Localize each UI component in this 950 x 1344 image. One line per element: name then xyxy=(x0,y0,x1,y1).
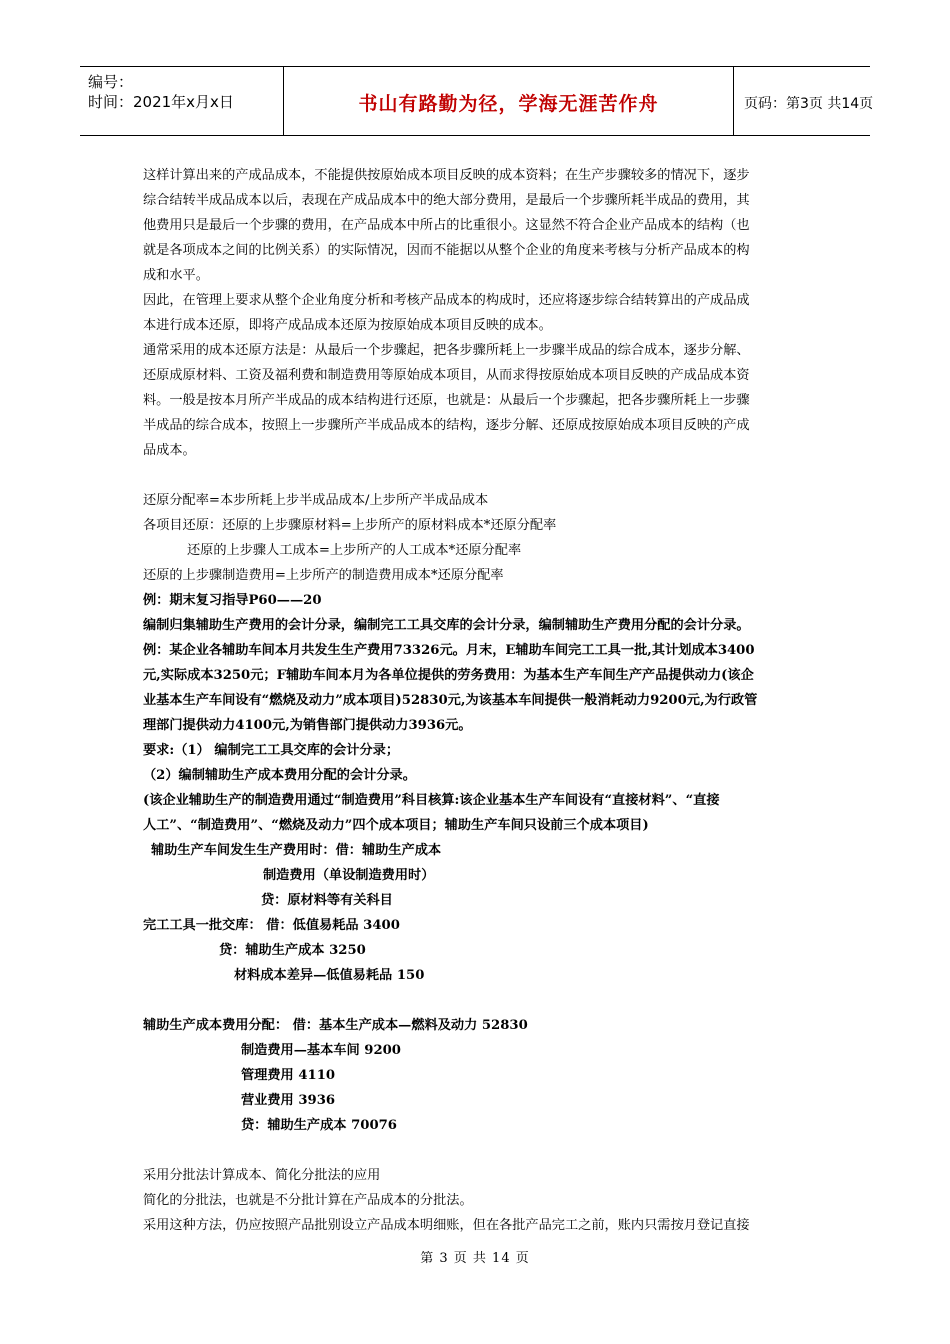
page-header xyxy=(80,66,874,136)
header-motto: 书山有路勤为径，学海无涯苦作舟 xyxy=(358,93,659,115)
journal-entry: 制造费用—基本车间 9200 xyxy=(241,1043,401,1058)
text-line: 料。一般是按本月所产半成品的成本结构进行还原，也就是：从最后一个步骤起，把各步骤所耗上一步骤 xyxy=(143,393,750,408)
journal-entry: 制造费用（单设制造费用时） xyxy=(263,868,435,883)
header-motto-cell xyxy=(284,67,734,135)
text-line: 他费用只是最后一个步骤的费用，在产品成本中所占的比重很小。这显然不符合企业产品成本的结构（也 xyxy=(143,218,750,233)
text-line: 还原成原材料、工资及福利费和制造费用等原始成本项目，从而求得按原始成本项目反映的产成品成本资 xyxy=(143,368,750,383)
formula-line: 各项目还原：还原的上步骤原材料=上步所产的原材料成本*还原分配率 xyxy=(143,518,557,533)
text-line: 就是各项成本之间的比例关系）的实际情况，因而不能据以从整个企业的角度来考核与分析产品成本的构 xyxy=(143,243,750,258)
journal-entry: 贷：辅助生产成本 3250 xyxy=(219,943,366,958)
header-page-cell xyxy=(734,67,874,135)
page-footer: 第 3 页 共 14 页 xyxy=(420,1251,530,1266)
text-line: 理部门提供动力4100元,为销售部门提供动力3936元。 xyxy=(143,718,472,733)
journal-entry: 辅助生产成本费用分配： 借：基本生产成本—燃料及动力 52830 xyxy=(143,1018,528,1033)
formula-line: 还原分配率=本步所耗上步半成品成本/上步所产半成品成本 xyxy=(143,493,489,508)
journal-entry: 营业费用 3936 xyxy=(241,1093,336,1108)
journal-entry: 贷：原材料等有关科目 xyxy=(261,893,393,908)
journal-entry: 材料成本差异—低值易耗品 150 xyxy=(234,968,425,983)
text-line: 半成品的综合成本，按照上一步骤所产半成品成本的结构，逐步分解、还原成按原始成本项目反映的产成 xyxy=(143,418,750,433)
example-reference: 例：期末复习指导P60——20 xyxy=(143,593,322,608)
section-heading: 采用分批法计算成本、简化分批法的应用 xyxy=(143,1168,381,1183)
text-line: 例：某企业各辅助车间本月共发生生产费用73326元。月末，E辅助车间完工工具一批,其计划成本3400 xyxy=(143,643,755,658)
journal-entry: 辅助生产车间发生生产费用时：借：辅助生产成本 xyxy=(151,843,442,858)
header-meta-cell xyxy=(80,67,284,135)
formula-line: 还原的上步骤人工成本=上步所产的人工成本*还原分配率 xyxy=(187,543,522,558)
text-line: 通常采用的成本还原方法是：从最后一个步骤起，把各步骤所耗上一步骤半成品的综合成本，逐步分解、 xyxy=(143,343,750,358)
text-line: 简化的分批法，也就是不分批计算在产品成本的分批法。 xyxy=(143,1193,473,1208)
journal-entry: 管理费用 4110 xyxy=(241,1068,336,1083)
document-date: 时间：2021年x月x日 xyxy=(88,93,234,111)
formula-line: 还原的上步骤制造费用=上步所产的制造费用成本*还原分配率 xyxy=(143,568,504,583)
text-line: 业基本生产车间设有“燃烧及动力”成本项目)52830元,为该基本车间提供一般消耗动力9200元,为行政管 xyxy=(143,693,758,708)
header-page-info: 页码：第3页 共14页 xyxy=(744,96,874,112)
text-line: 采用这种方法，仍应按照产品批别设立产品成本明细账，但在各批产品完工之前，账内只需按月登记直接 xyxy=(143,1218,750,1233)
text-line: (该企业辅助生产的制造费用通过“制造费用”科目核算:该企业基本生产车间设有“直接材料”、“直接 xyxy=(143,793,720,808)
journal-entry: 贷：辅助生产成本 70076 xyxy=(241,1118,397,1133)
requirement-1: 要求:（1） 编制完工工具交库的会计分录； xyxy=(143,743,400,758)
text-line: 人工”、“制造费用”、“燃烧及动力”四个成本项目；辅助生产车间只设前三个成本项目) xyxy=(143,818,649,833)
text-line: 元,实际成本3250元；F辅助车间本月为各单位提供的劳务费用：为基本生产车间生产产品提供动力(该企 xyxy=(143,668,754,683)
text-line: 本进行成本还原，即将产成品成本还原为按原始成本项目反映的成本。 xyxy=(143,318,552,333)
text-line: 品成本。 xyxy=(143,443,196,458)
text-line: 综合结转半成品成本以后，表现在产成品成本中的绝大部分费用，是最后一个步骤所耗半成品的费用，其 xyxy=(143,193,750,208)
document-number-label: 编号： xyxy=(88,73,134,91)
text-line: 这样计算出来的产成品成本，不能提供按原始成本项目反映的成本资料；在生产步骤较多的情况下，逐步 xyxy=(143,168,750,183)
text-line: 成和水平。 xyxy=(143,268,209,283)
text-line: 因此，在管理上要求从整个企业角度分析和考核产品成本的构成时，还应将逐步综合结转算出的产成品成 xyxy=(143,293,750,308)
journal-entry: 完工工具一批交库： 借：低值易耗品 3400 xyxy=(143,918,400,933)
requirement-2: （2）编制辅助生产成本费用分配的会计分录。 xyxy=(143,768,416,783)
text-line: 编制归集辅助生产费用的会计分录，编制完工工具交库的会计分录，编制辅助生产费用分配的会计分录。 xyxy=(143,618,750,633)
